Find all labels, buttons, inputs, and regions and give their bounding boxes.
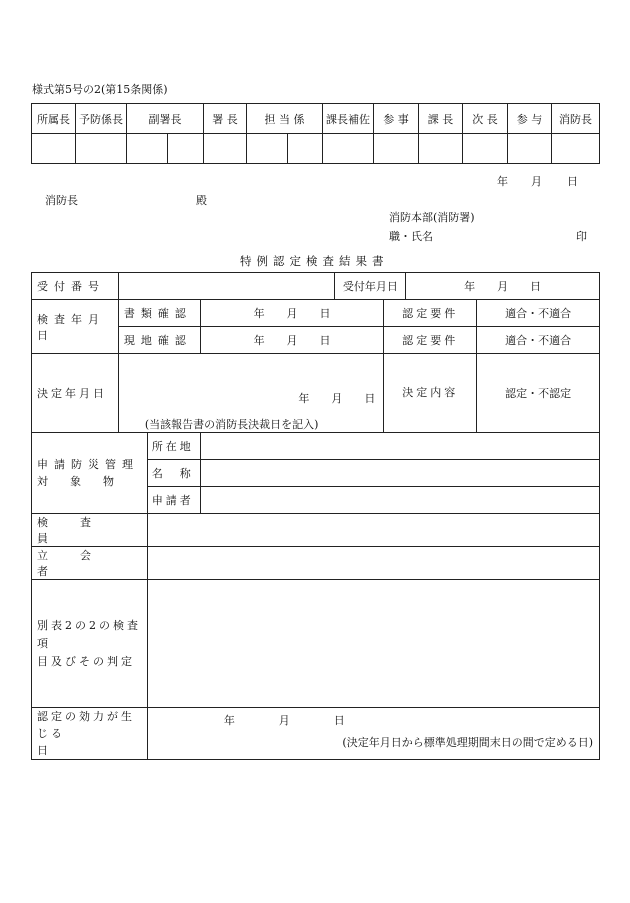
stamp-header: 予防係長	[76, 104, 127, 134]
stamp-header: 副署長	[127, 104, 204, 134]
stamp-cell[interactable]	[323, 134, 374, 164]
approval-stamp-table	[31, 103, 600, 164]
stamp-header: 次 長	[463, 104, 508, 134]
receipt-date-field[interactable]: 年 月 日	[406, 273, 600, 300]
decision-date-field[interactable]	[118, 354, 384, 433]
effect-line2: 日	[37, 744, 48, 757]
witness-field[interactable]	[147, 547, 599, 580]
effect-date-field[interactable]	[147, 708, 599, 760]
applicant-object-label	[32, 433, 148, 514]
seal-mark: 印	[576, 230, 587, 243]
date-day: 日	[567, 175, 578, 188]
decision-date-value: 年 月 日	[298, 392, 376, 405]
site-check-date[interactable]: 年 月 日	[200, 327, 384, 354]
effect-date-label	[32, 708, 148, 760]
stamp-header: 担 当 係	[246, 104, 322, 134]
receipt-number-label: 受付番号	[32, 273, 119, 300]
witness-label: 立会者	[32, 547, 148, 580]
inspection-date-label: 検査年月日	[32, 300, 119, 354]
stamp-cell[interactable]	[76, 134, 127, 164]
date-month: 月	[531, 175, 542, 188]
effect-line1: 認定の効力が生じる	[37, 710, 135, 740]
name-label: 名 称	[147, 460, 200, 487]
addressee-title: 消防長	[45, 194, 78, 207]
site-check-result[interactable]: 適合・不適合	[477, 327, 600, 354]
inspector-field[interactable]	[147, 514, 599, 547]
applicant-label: 申請者	[147, 487, 200, 514]
appendix-label	[32, 580, 148, 708]
sender-name: 職・氏名	[389, 230, 433, 243]
sender-office: 消防本部(消防署)	[389, 211, 475, 224]
date-year: 年	[497, 175, 508, 188]
applicant-object-line2: 対 象 物	[37, 475, 114, 488]
name-field[interactable]	[200, 460, 599, 487]
stamp-cell[interactable]	[419, 134, 463, 164]
applicant-field[interactable]	[200, 487, 599, 514]
decision-date-note: (当該報告書の消防長決裁日を記入)	[144, 418, 319, 431]
appendix-judgment-field[interactable]	[147, 580, 599, 708]
effect-date-note: (決定年月日から標準処理期間末日の間で定める日)	[342, 736, 593, 749]
decision-content-field[interactable]: 認定・不認定	[477, 354, 600, 433]
stamp-header: 課 長	[419, 104, 463, 134]
applicant-object-line1: 申請防災管理	[37, 458, 139, 471]
addressee-honorific: 殿	[196, 194, 207, 207]
requirement-label: 認定要件	[384, 300, 477, 327]
stamp-header: 参 事	[374, 104, 419, 134]
inspector-label: 検査員	[32, 514, 148, 547]
appendix-line2: 目及びその判定	[37, 654, 135, 668]
stamp-cell[interactable]	[508, 134, 552, 164]
stamp-cell[interactable]	[32, 134, 76, 164]
location-field[interactable]	[200, 433, 599, 460]
receipt-number-field[interactable]	[118, 273, 335, 300]
stamp-cell[interactable]	[552, 134, 600, 164]
stamp-header: 所属長	[32, 104, 76, 134]
stamp-cell[interactable]	[168, 134, 204, 164]
form-number: 様式第5号の2(第15条関係)	[32, 83, 168, 96]
location-label: 所在地	[147, 433, 200, 460]
document-title: 特例認定検査結果書	[240, 254, 389, 268]
stamp-cell[interactable]	[463, 134, 508, 164]
document-check-date[interactable]: 年 月 日	[200, 300, 384, 327]
document-check-result[interactable]: 適合・不適合	[477, 300, 600, 327]
stamp-header: 消防長	[552, 104, 600, 134]
receipt-date-label: 受付年月日	[335, 273, 406, 300]
stamp-cell[interactable]	[246, 134, 287, 164]
stamp-header: 署 長	[203, 104, 246, 134]
site-check-label: 現地確認	[118, 327, 200, 354]
decision-date-label: 決定年月日	[32, 354, 119, 433]
requirement-label: 認定要件	[384, 327, 477, 354]
document-check-label: 書類確認	[118, 300, 200, 327]
stamp-header: 課長補佐	[323, 104, 374, 134]
inspection-result-table	[31, 272, 600, 760]
stamp-cell[interactable]	[287, 134, 322, 164]
stamp-cell[interactable]	[203, 134, 246, 164]
appendix-line1: 別表2の2の検査項	[37, 618, 141, 650]
stamp-header: 参 与	[508, 104, 552, 134]
stamp-cell[interactable]	[374, 134, 419, 164]
decision-content-label: 決定内容	[384, 354, 477, 433]
effect-date-value: 年 月 日	[223, 714, 345, 727]
stamp-cell[interactable]	[127, 134, 168, 164]
